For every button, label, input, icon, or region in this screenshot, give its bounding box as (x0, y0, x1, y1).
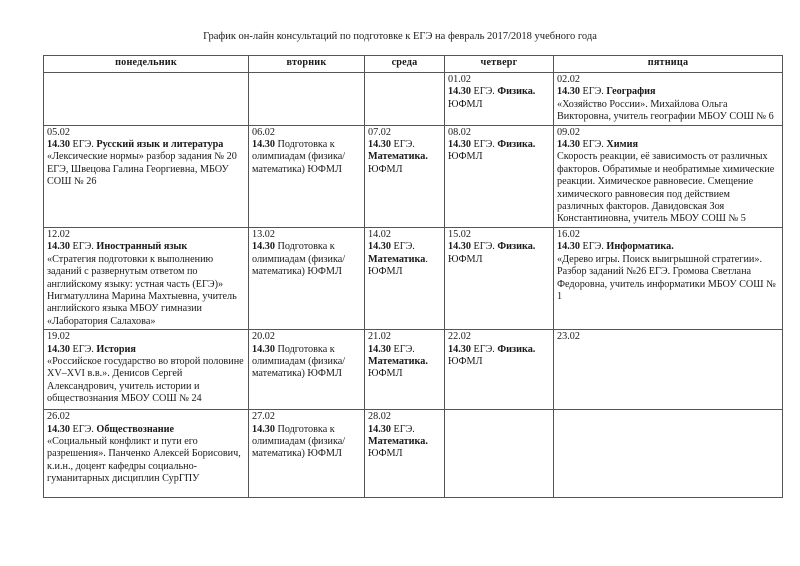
session-details: ЮФМЛ (448, 355, 483, 367)
session-time: 14.30 (448, 139, 471, 151)
session-time: 14.30 (252, 423, 275, 435)
cell-friday (554, 73, 783, 126)
session-heading (252, 139, 361, 176)
cell-thursday (445, 73, 554, 126)
cell-wednesday (365, 125, 445, 227)
cell-thursday (445, 227, 554, 329)
session-details: «Дерево игры. Поиск выигрышной стратегии». Разбор заданий №26 ЕГЭ. Громова Светлана Федоровна, учитель информатики МБОУ СОШ № 1 (557, 253, 776, 302)
session-heading (252, 424, 361, 461)
session-details: ЮФМЛ (448, 98, 483, 110)
header-monday: понедельник (44, 56, 249, 73)
session-time: 14.30 (557, 86, 580, 98)
session-prefix: ЕГЭ. (579, 241, 607, 253)
schedule-table (43, 55, 783, 498)
session-heading (448, 139, 550, 151)
session-details: «Хозяйство России». Михайлова Ольга Викторовна, учитель географии МБОУ СОШ № 6 (557, 98, 774, 123)
header-thursday: четверг (445, 56, 554, 73)
cell-tuesday (249, 330, 365, 410)
cell-wednesday (365, 410, 445, 498)
session-subject: Русский язык и литература (96, 139, 224, 151)
session-prefix: ЕГЭ. (470, 139, 498, 151)
cell-monday (44, 73, 249, 126)
session-prefix: Подготовка к олимпиадам (физика/математика) ЮФМЛ (252, 241, 346, 278)
session-prefix: ЕГЭ. (69, 241, 97, 253)
table-row (44, 73, 783, 126)
session-prefix: ЕГЭ. (470, 343, 498, 355)
cell-date: 09.02 (557, 126, 580, 138)
session-subject: Физика. (497, 139, 536, 151)
session-heading (368, 344, 441, 369)
session-heading (47, 424, 245, 436)
session-heading (368, 139, 441, 164)
session-time: 14.30 (47, 423, 70, 435)
table-row (44, 330, 783, 410)
session-time: 14.30 (448, 343, 471, 355)
session-prefix: ЕГЭ. (470, 241, 498, 253)
cell-date: 21.02 (368, 331, 391, 343)
session-heading (557, 241, 779, 253)
cell-monday (44, 227, 249, 329)
session-subject: Информатика. (606, 241, 674, 253)
session-prefix: ЕГЭ. (390, 343, 415, 355)
session-details: ЮФМЛ (368, 368, 403, 380)
session-prefix: ЕГЭ. (390, 241, 415, 253)
session-prefix: ЕГЭ. (69, 343, 97, 355)
cell-friday (554, 125, 783, 227)
cell-wednesday (365, 227, 445, 329)
session-subject: Математика. (368, 355, 428, 367)
cell-date: 13.02 (252, 228, 275, 240)
session-details: «Лексические нормы» разбор задания № 20 ЕГЭ, Швецова Галина Георгиевна, МБОУ СОШ № 26 (47, 151, 237, 188)
session-time: 14.30 (368, 139, 391, 151)
session-prefix: ЕГЭ. (470, 86, 498, 98)
session-subject: Физика. (497, 241, 536, 253)
cell-thursday (445, 330, 554, 410)
cell-date: 08.02 (448, 126, 471, 138)
session-prefix: Подготовка к олимпиадам (физика/математика) ЮФМЛ (252, 139, 346, 175)
cell-wednesday (365, 330, 445, 410)
session-time: 14.30 (47, 139, 70, 151)
cell-date: 07.02 (368, 126, 391, 138)
session-subject: Математика. (368, 151, 428, 163)
session-time: 14.30 (448, 86, 471, 98)
cell-tuesday (249, 125, 365, 227)
session-subject: История (96, 343, 136, 355)
session-heading (47, 344, 245, 356)
session-subject: Иностранный язык (96, 241, 188, 253)
cell-tuesday (249, 410, 365, 498)
cell-date: 28.02 (368, 411, 391, 423)
session-prefix: ЕГЭ. (69, 139, 97, 151)
session-prefix: ЕГЭ. (579, 139, 607, 151)
session-heading (252, 344, 361, 381)
session-time: 14.30 (368, 343, 391, 355)
session-subject: Математика. (368, 435, 428, 447)
cell-friday (554, 227, 783, 329)
session-heading (557, 139, 779, 151)
cell-monday (44, 330, 249, 410)
session-prefix: ЕГЭ. (390, 423, 415, 435)
session-prefix: ЕГЭ. (390, 139, 415, 151)
session-time: 14.30 (252, 241, 275, 253)
session-heading (448, 344, 550, 356)
session-heading (47, 139, 245, 151)
session-heading (252, 241, 361, 278)
cell-date: 16.02 (557, 228, 580, 240)
session-details: ЮФМЛ (368, 163, 403, 175)
session-details: «Социальный конфликт и пути его разрешения». Панченко Алексей Борисович, к.и.н., доцент кафедры социально-гуманитарных дисциплин СурГПУ (47, 435, 241, 485)
cell-wednesday (365, 73, 445, 126)
session-subject: Физика. (497, 343, 536, 355)
session-details: ЮФМЛ (448, 151, 483, 163)
cell-date: 06.02 (252, 126, 275, 138)
session-heading (448, 241, 550, 253)
cell-date: 26.02 (47, 411, 70, 423)
session-subject: Математика (368, 253, 426, 265)
session-prefix: ЕГЭ. (69, 423, 97, 435)
header-wednesday: среда (365, 56, 445, 73)
session-subject: Обществознание (96, 423, 175, 435)
session-details: «Стратегия подготовки к выполнению заданий с развернутым ответом по английскому языку: устная часть (ЕГЭ)» Нигматуллина Марина Махтыевна, учитель английского языка МБОУ гимназии «Лаборатория Салахова» (47, 253, 237, 327)
cell-date: 01.02 (448, 74, 471, 85)
cell-tuesday (249, 227, 365, 329)
session-subject: Физика. (497, 86, 536, 98)
session-subject: География (606, 86, 656, 98)
session-time: 14.30 (47, 241, 70, 253)
session-time: 14.30 (368, 241, 391, 253)
cell-tuesday (249, 73, 365, 126)
cell-date: 23.02 (557, 331, 580, 343)
session-prefix: Подготовка к олимпиадам (физика/математика) ЮФМЛ (252, 423, 346, 460)
table-row (44, 227, 783, 329)
session-subject: Химия (606, 139, 638, 151)
cell-date: 02.02 (557, 74, 580, 85)
cell-monday (44, 125, 249, 227)
session-time: 14.30 (557, 139, 580, 151)
cell-date: 14.02 (368, 228, 391, 240)
cell-date: 12.02 (47, 228, 70, 240)
cell-date: 05.02 (47, 126, 70, 138)
session-heading (368, 241, 441, 278)
table-row (44, 410, 783, 498)
session-time: 14.30 (252, 343, 275, 355)
session-time: 14.30 (47, 343, 70, 355)
table-row (44, 125, 783, 227)
cell-date: 27.02 (252, 411, 275, 423)
document-title: График он-лайн консультаций по подготовке к ЕГЭ на февраль 2017/2018 учебного года (203, 31, 597, 42)
session-heading (47, 241, 245, 253)
header-tuesday: вторник (249, 56, 365, 73)
session-details: . ЮФМЛ (368, 253, 428, 278)
session-time: 14.30 (448, 241, 471, 253)
cell-date: 19.02 (47, 331, 70, 343)
header-row (44, 56, 783, 73)
cell-friday (554, 410, 783, 498)
cell-date: 20.02 (252, 331, 275, 343)
session-details: ЮФМЛ (448, 253, 483, 265)
session-details: «Российское государство во второй половине XV–XVI в.в.». Денисов Сергей Александрович, учитель истории и обществознания МБОУ СОШ № 24 (47, 355, 244, 405)
cell-date: 15.02 (448, 228, 471, 240)
session-heading (368, 424, 441, 449)
session-details: ЮФМЛ (368, 448, 403, 460)
session-time: 14.30 (252, 139, 275, 151)
session-heading (448, 86, 550, 98)
cell-thursday (445, 125, 554, 227)
session-time: 14.30 (368, 423, 391, 435)
header-friday: пятница (554, 56, 783, 73)
session-prefix: Подготовка к олимпиадам (физика/математика) ЮФМЛ (252, 343, 346, 380)
session-prefix: ЕГЭ. (579, 86, 607, 98)
cell-thursday (445, 410, 554, 498)
cell-friday (554, 330, 783, 410)
cell-monday (44, 410, 249, 498)
session-details: Скорость реакции, её зависимость от различных факторов. Обратимые и необратимые химические реакции. Химическое равновесие. Смещение химического равновесия под действием различных факторов. Давидовская Зоя Константиновна, учитель МБОУ СОШ № 5 (557, 151, 775, 225)
session-heading (557, 86, 779, 98)
session-time: 14.30 (557, 241, 580, 253)
cell-date: 22.02 (448, 331, 471, 343)
